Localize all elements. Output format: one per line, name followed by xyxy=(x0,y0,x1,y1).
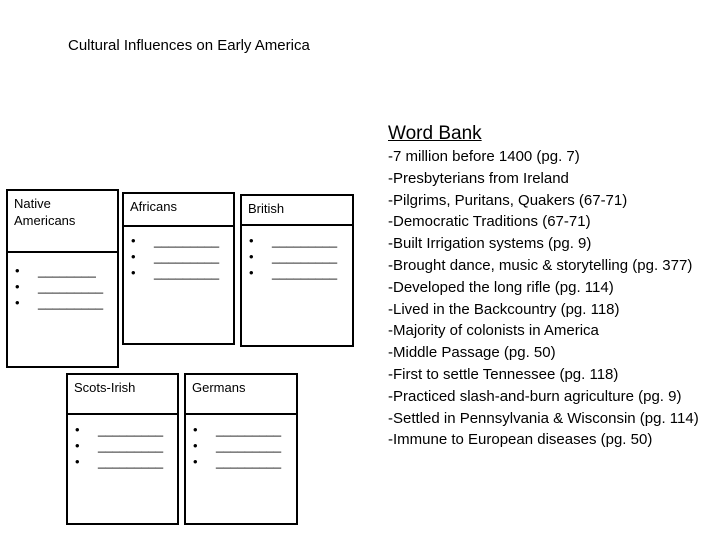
bullet-icon: • xyxy=(193,454,198,469)
blank-list xyxy=(8,253,117,311)
word-bank-item: -7 million before 1400 (pg. 7) xyxy=(388,148,580,165)
answer-blank[interactable]: _________ xyxy=(272,233,338,248)
germans-box xyxy=(184,373,298,525)
box-header: Native Americans xyxy=(8,191,117,253)
answer-blank[interactable]: _________ xyxy=(154,265,220,280)
list-item xyxy=(242,233,352,249)
bullet-icon: • xyxy=(75,438,80,453)
word-bank-item: -Practiced slash-and-burn agriculture (pg. 9) xyxy=(388,387,682,405)
answer-blank[interactable]: _________ xyxy=(272,265,338,280)
bullet-icon: • xyxy=(15,279,20,294)
list-item xyxy=(186,422,296,438)
word-bank-item: -Brought dance, music & storytelling (pg. 377) xyxy=(388,256,693,274)
list-item xyxy=(68,438,177,454)
bullet-icon: • xyxy=(131,233,136,248)
bullet-icon: • xyxy=(75,454,80,469)
word-bank-item: -First to settle Tennessee (pg. 118) xyxy=(388,365,619,383)
blank-list xyxy=(186,415,296,470)
word-bank-item: -Democratic Traditions (67-71) xyxy=(388,213,591,231)
answer-blank[interactable]: _________ xyxy=(98,454,164,469)
word-bank-item: -Pilgrims, Puritans, Quakers (67-71) xyxy=(388,191,628,209)
native-americans-box xyxy=(6,189,119,368)
bullet-icon: • xyxy=(15,295,20,310)
answer-blank[interactable]: _________ xyxy=(216,422,282,437)
word-bank-item: -Built Irrigation systems (pg. 9) xyxy=(388,235,592,253)
word-bank-item: -Majority of colonists in America xyxy=(388,322,599,340)
answer-blank[interactable]: _________ xyxy=(216,438,282,453)
page-title: Cultural Influences on Early America xyxy=(68,37,310,54)
list-item xyxy=(68,454,177,470)
box-header: Scots-Irish xyxy=(68,375,177,415)
list-item xyxy=(124,233,233,249)
scots-irish-box xyxy=(66,373,179,525)
answer-blank[interactable]: _________ xyxy=(38,295,104,310)
answer-blank[interactable]: _________ xyxy=(154,249,220,264)
bullet-icon: • xyxy=(193,422,198,437)
word-bank-item: -Lived in the Backcountry (pg. 118) xyxy=(388,300,620,318)
blank-list xyxy=(68,415,177,470)
bullet-icon: • xyxy=(249,249,254,264)
bullet-icon: • xyxy=(249,265,254,280)
list-item xyxy=(242,265,352,281)
word-bank-item: -Presbyterians from Ireland xyxy=(388,169,569,187)
word-bank-item: -Middle Passage (pg. 50) xyxy=(388,344,556,362)
list-item xyxy=(8,279,117,295)
bullet-icon: • xyxy=(131,265,136,280)
africans-box xyxy=(122,192,235,345)
answer-blank[interactable]: _________ xyxy=(272,249,338,264)
box-header: British xyxy=(242,196,352,226)
list-item xyxy=(8,295,117,311)
word-bank-item: -Immune to European diseases (pg. 50) xyxy=(388,431,653,449)
list-item xyxy=(242,249,352,265)
answer-blank[interactable]: _________ xyxy=(154,233,220,248)
bullet-icon: • xyxy=(131,249,136,264)
box-header: Africans xyxy=(124,194,233,227)
answer-blank[interactable]: _________ xyxy=(98,422,164,437)
word-bank-item: -Settled in Pennsylvania & Wisconsin (pg. 114) xyxy=(388,409,699,427)
answer-blank[interactable]: _________ xyxy=(216,454,282,469)
box-header: Germans xyxy=(186,375,296,415)
list-item xyxy=(186,454,296,470)
word-bank-item: -Developed the long rifle (pg. 114) xyxy=(388,278,614,296)
bullet-icon: • xyxy=(15,263,20,278)
word-bank-title: Word Bank xyxy=(388,123,482,144)
blank-list xyxy=(242,226,352,281)
bullet-icon: • xyxy=(193,438,198,453)
british-box xyxy=(240,194,354,347)
bullet-icon: • xyxy=(249,233,254,248)
bullet-icon: • xyxy=(75,422,80,437)
list-item xyxy=(8,263,117,279)
answer-blank[interactable]: ________ xyxy=(38,263,96,278)
word-bank xyxy=(388,122,718,451)
blank-list xyxy=(124,227,233,281)
list-item xyxy=(186,438,296,454)
list-item xyxy=(124,265,233,281)
list-item xyxy=(68,422,177,438)
list-item xyxy=(124,249,233,265)
answer-blank[interactable]: _________ xyxy=(38,279,104,294)
answer-blank[interactable]: _________ xyxy=(98,438,164,453)
